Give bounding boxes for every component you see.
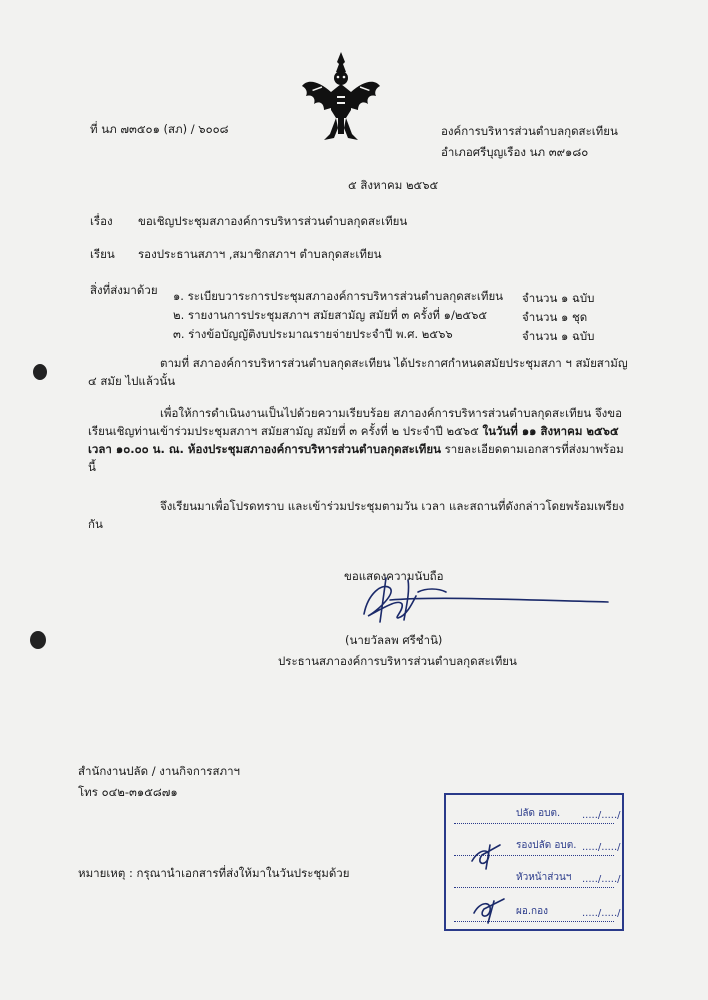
organization-address: อำเภอศรีบุญเรือง นภ ๓๙๑๘๐ (441, 145, 589, 159)
stamp-row-date: ...../...../ (582, 908, 621, 919)
office-name: สำนักงานปลัด / งานกิจการสภาฯ (78, 764, 240, 778)
to-text: รองประธานสภาฯ ,สมาชิกสภาฯ ตำบลกุดสะเทียน (138, 247, 382, 261)
stamp-row-label: รองปลัด อบต. (516, 840, 577, 851)
stamp-row-date: ...../...../ (582, 874, 621, 885)
attachments-label: สิ่งที่ส่งมาด้วย (90, 283, 158, 297)
stamp-row-label: ผอ.กอง (516, 906, 548, 917)
stamp-initials-icon (466, 839, 516, 927)
paragraph-background-text: ตามที่ สภาองค์การบริหารส่วนตำบลกุดสะเทียน ได้ประกาศกำหนดสมัยประชุมสภา ฯ สมัยสามัญ ๔ สมัย ไปแล้วนั้น (88, 356, 628, 388)
subject-text: ขอเชิญประชุมสภาองค์การบริหารส่วนตำบลกุดสะเทียน (138, 214, 408, 228)
attachment-item: ๒. รายงานการประชุมสภาฯ สมัยสามัญ สมัยที่ ๓ ครั้งที่ ๑/๒๕๖๕ (173, 308, 488, 322)
punch-hole-bottom (30, 631, 46, 649)
signer-title: ประธานสภาองค์การบริหารส่วนตำบลกุดสะเทียน (278, 654, 517, 668)
stamp-row-date: ...../...../ (582, 842, 621, 853)
meeting-datetime-place: ในวันที่ ๑๑ สิงหาคม ๒๕๖๕ เวลา ๑๐.๐๐ น. ณ. ห้องประชุมสภาองค์การบริหารส่วนตำบลกุดสะเทียน (88, 424, 619, 456)
attachment-item: ๓. ร่างข้อบัญญัติงบประมาณรายจ่ายประจำปี พ.ศ. ๒๕๖๖ (173, 327, 453, 341)
organization-name: องค์การบริหารส่วนตำบลกุดสะเทียน (441, 124, 618, 138)
stamp-row-label: หัวหน้าส่วนฯ (516, 872, 572, 883)
office-phone: โทร ๐๔๒-๓๑๕๘๗๑ (78, 785, 178, 799)
paragraph-invitation-text: เพื่อให้การดำเนินงานเป็นไปด้วยความเรียบร้อย สภาองค์การบริหารส่วนตำบลกุดสะเทียน จึงขอเรียนเชิญท่านเข้าร่วมประชุมสภาฯ สมัยสามัญ สมัยที่ ๓ ครั้งที่ ๒ ประจำปี ๒๕๖๕ (88, 406, 623, 438)
subject-label: เรื่อง (90, 214, 113, 228)
stamp-row-date: ...../...../ (582, 810, 621, 821)
attachment-qty: จำนวน ๑ ชุด (522, 310, 588, 324)
stamp-row-label: ปลัด อบต. (516, 808, 561, 819)
closing-salutation: ขอแสดงความนับถือ (344, 569, 444, 583)
garuda-emblem-icon (300, 48, 382, 148)
paragraph-background (88, 354, 628, 390)
letter-date: ๕ สิงหาคม ๒๕๖๕ (348, 178, 439, 192)
attachment-qty: จำนวน ๑ ฉบับ (522, 329, 595, 343)
signer-name: (นายวัลลพ ศรีชำนิ) (345, 633, 443, 647)
paragraph-closing (88, 497, 628, 533)
paragraph-invitation-tail: รายละเอียดตามเอกสารที่ส่งมาพร้อมนี้ (88, 442, 624, 474)
attachment-item: ๑. ระเบียบวาระการประชุมสภาองค์การบริหารส่วนตำบลกุดสะเทียน (173, 289, 504, 303)
to-label: เรียน (90, 247, 115, 261)
paragraph-closing-text: จึงเรียนมาเพื่อโปรดทราบ และเข้าร่วมประชุมตามวัน เวลา และสถานที่ดังกล่าวโดยพร้อมเพรียงกัน (88, 499, 625, 531)
routing-stamp (444, 793, 624, 931)
punch-hole-top (33, 364, 47, 380)
reference-number: ที่ นภ ๗๓๕๐๑ (สภ) / ๖๐๐๘ (90, 122, 229, 136)
stamp-row (454, 801, 621, 824)
paragraph-invitation (88, 404, 628, 476)
attachment-qty: จำนวน ๑ ฉบับ (522, 291, 595, 305)
footer-note: หมายเหตุ : กรุณานำเอกสารที่ส่งให้มาในวันประชุมด้วย (78, 866, 350, 880)
signature-icon (346, 574, 636, 626)
